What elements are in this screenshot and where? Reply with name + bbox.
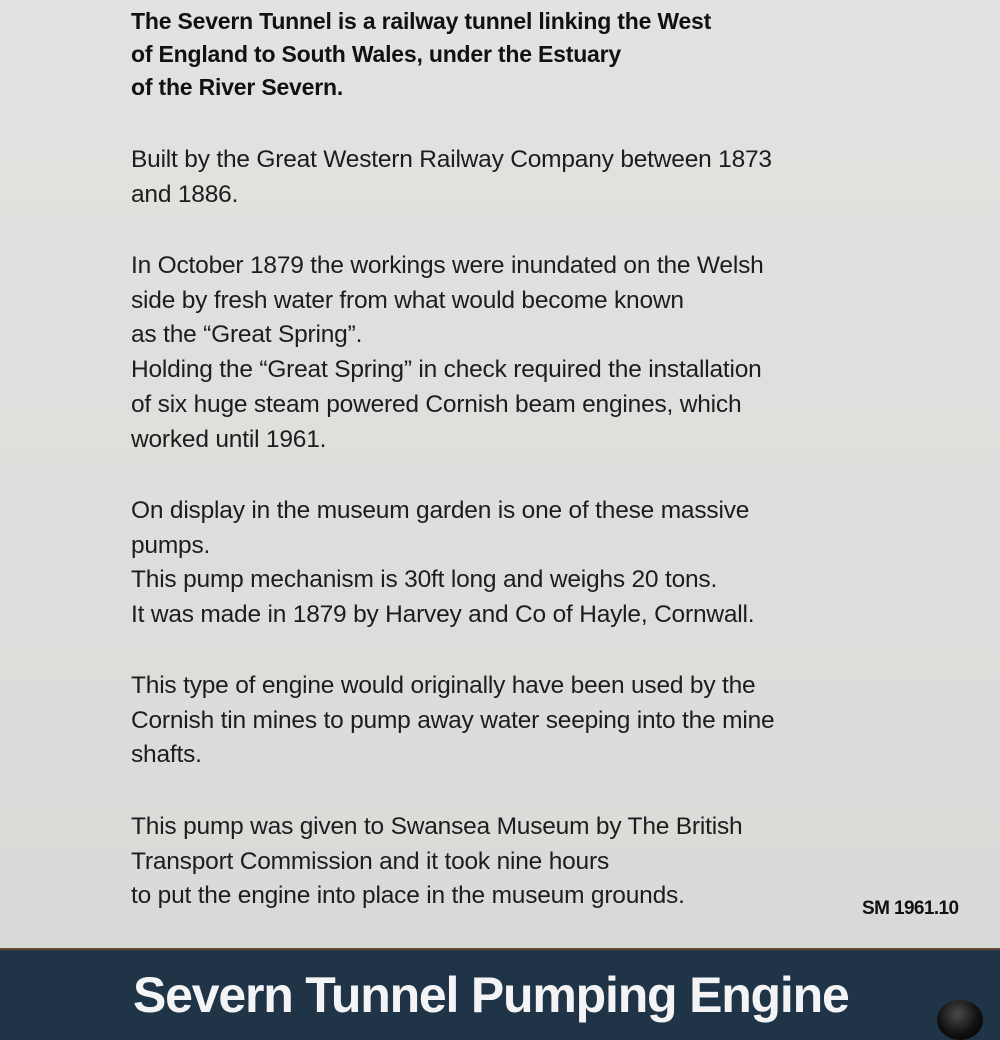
paragraph-tin-mines — [131, 669, 774, 773]
text-line: This pump mechanism is 30ft long and weighs 20 tons. — [131, 566, 718, 594]
text-line: On display in the museum garden is one of these massive — [131, 497, 750, 524]
sign-heading — [131, 5, 711, 104]
text-line: Holding the “Great Spring” in check required the installation — [131, 356, 762, 384]
mounting-bolt-icon — [937, 1000, 983, 1040]
text-line: as the “Great Spring”. — [131, 321, 363, 349]
banner-title: Severn Tunnel Pumping Engine — [133, 967, 849, 1023]
paragraph-construction — [131, 143, 772, 212]
paragraph-great-spring — [131, 249, 764, 457]
text-line: and 1886. — [131, 180, 239, 208]
text-line: Cornish tin mines to pump away water seeping into the mine — [131, 706, 775, 734]
heading-line: The Severn Tunnel is a railway tunnel linking the West — [131, 8, 712, 34]
text-line: Built by the Great Western Railway Company between 1873 — [131, 146, 772, 173]
text-line: Transport Commission and it took nine hours — [131, 847, 609, 875]
paragraph-donation — [131, 810, 742, 914]
text-line: of six huge steam powered Cornish beam engines, which — [131, 390, 742, 418]
text-line: This pump was given to Swansea Museum by The British — [131, 813, 743, 840]
heading-line: of the River Severn. — [131, 74, 344, 100]
heading-line: of England to South Wales, under the Estuary — [131, 41, 621, 67]
text-line: to put the engine into place in the museum grounds. — [131, 882, 685, 910]
text-line: This type of engine would originally have been used by the — [131, 672, 756, 699]
text-line: side by fresh water from what would become known — [131, 286, 684, 314]
text-line: pumps. — [131, 531, 211, 559]
text-line: In October 1879 the workings were inundated on the Welsh — [131, 252, 764, 279]
paragraph-display — [131, 494, 754, 633]
text-line: It was made in 1879 by Harvey and Co of Hayle, Cornwall. — [131, 601, 755, 629]
accession-number: SM 1961.10 — [862, 898, 959, 919]
text-line: shafts. — [131, 741, 202, 769]
text-line: worked until 1961. — [131, 425, 327, 453]
